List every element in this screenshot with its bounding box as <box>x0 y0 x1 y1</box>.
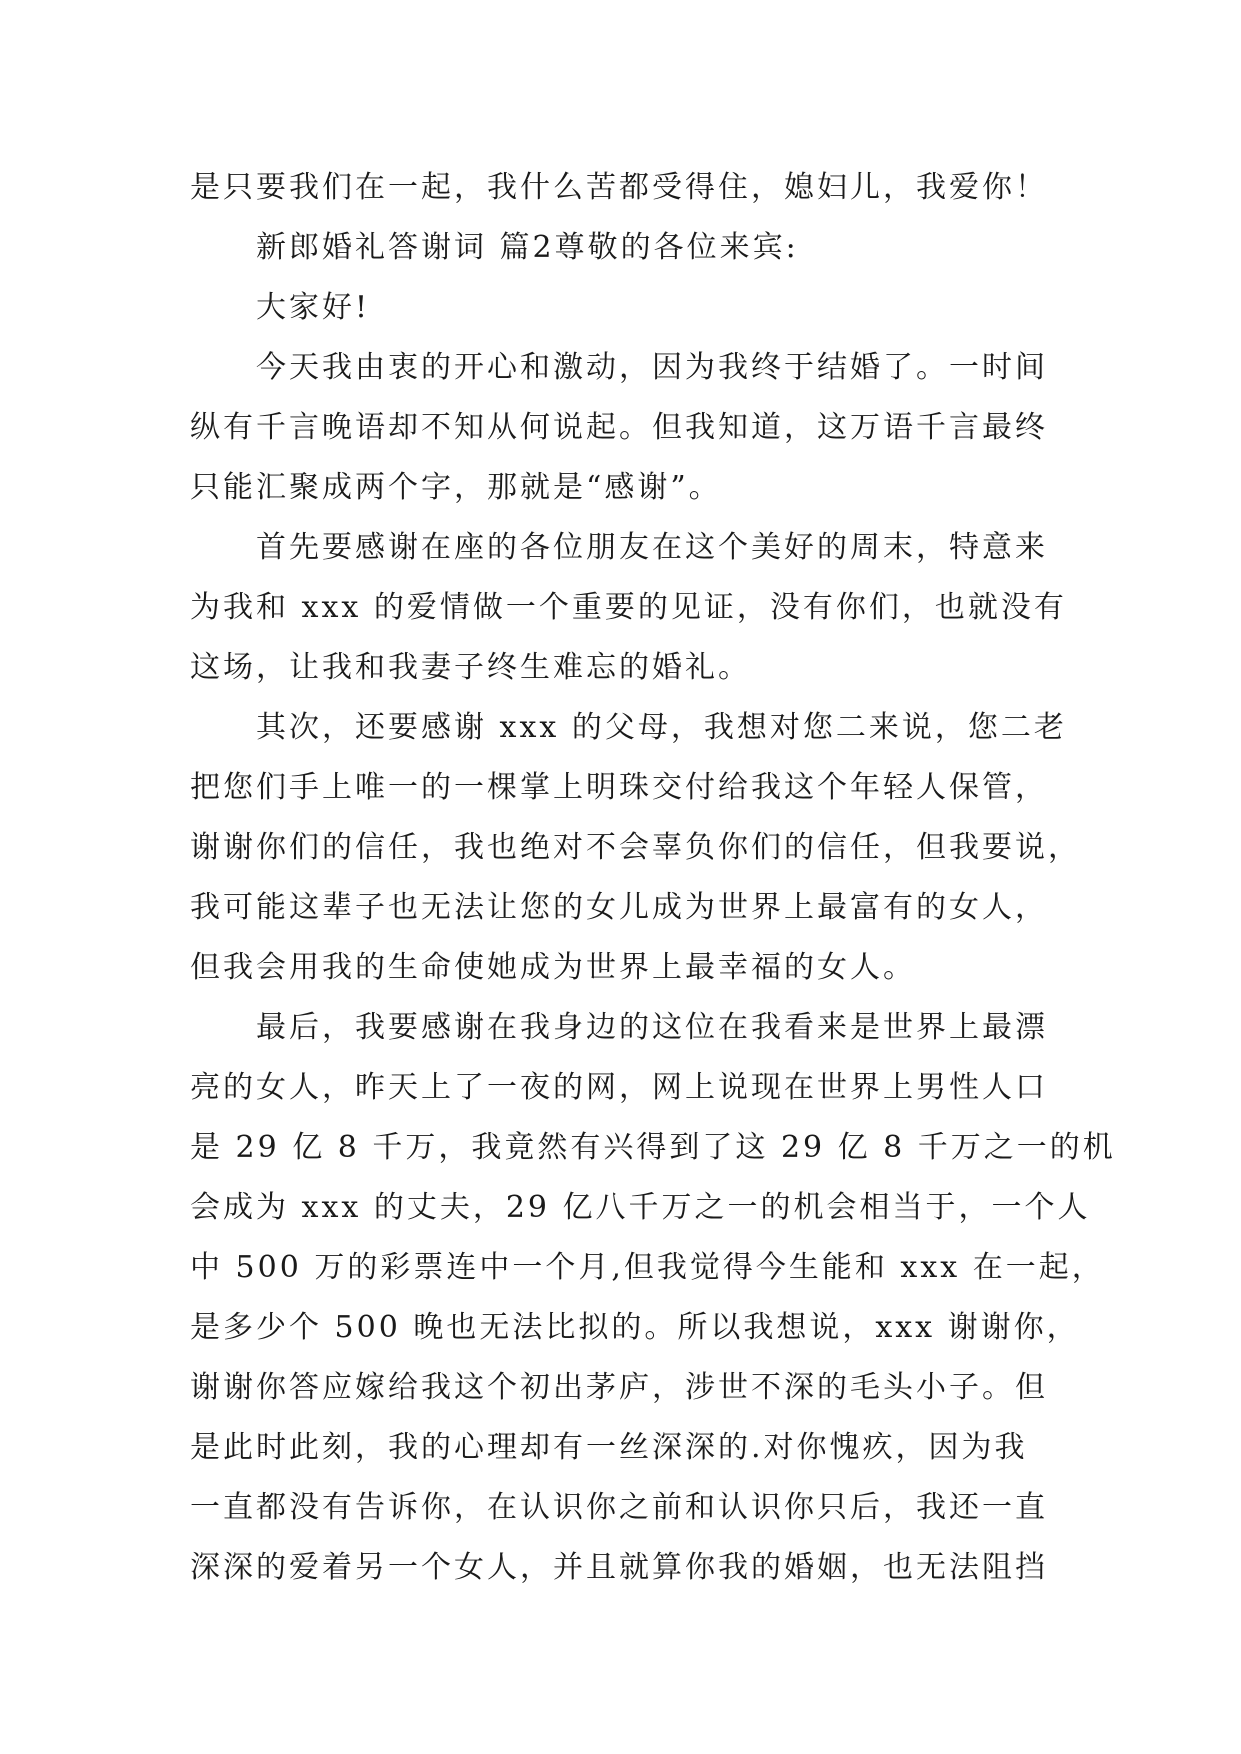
body-text <box>190 158 1116 1598</box>
text-line: 是此时此刻，我的心理却有一丝深深的.对你愧疚，因为我 <box>190 1430 1028 1465</box>
text-line: 谢谢你们的信任，我也绝对不会辜负你们的信任，但我要说， <box>190 830 1081 865</box>
text-line: 最后，我要感谢在我身边的这位在我看来是世界上最漂 <box>256 1010 1048 1045</box>
text-line: 新郎婚礼答谢词 篇2尊敬的各位来宾: <box>256 230 799 265</box>
text-line: 深深的爱着另一个女人，并且就算你我的婚姻，也无法阻挡 <box>190 1550 1048 1585</box>
text-line: 亮的女人，昨天上了一夜的网，网上说现在世界上男性人口 <box>190 1070 1048 1105</box>
text-line: 今天我由衷的开心和激动，因为我终于结婚了。一时间 <box>256 350 1048 385</box>
text-line: 把您们手上唯一的一棵掌上明珠交付给我这个年轻人保管， <box>190 770 1048 805</box>
text-line: 首先要感谢在座的各位朋友在这个美好的周末，特意来 <box>256 530 1048 565</box>
text-line: 纵有千言晚语却不知从何说起。但我知道，这万语千言最终 <box>190 410 1048 445</box>
text-line: 是 29 亿 8 千万，我竟然有兴得到了这 29 亿 8 千万之一的机 <box>190 1130 1116 1165</box>
text-line: 为我和 xxx 的爱情做一个重要的见证，没有你们，也就没有 <box>190 590 1067 625</box>
text-line: 中 500 万的彩票连中一个月,但我觉得今生能和 xxx 在一起， <box>190 1250 1105 1285</box>
text-line: 这场，让我和我妻子终生难忘的婚礼。 <box>190 650 751 685</box>
text-line: 谢谢你答应嫁给我这个初出茅庐，涉世不深的毛头小子。但 <box>190 1370 1048 1405</box>
text-line: 只能汇聚成两个字，那就是“感谢”。 <box>190 470 722 505</box>
text-line: 是多少个 500 晚也无法比拟的。所以我想说，xxx 谢谢你， <box>190 1310 1080 1345</box>
text-line: 我可能这辈子也无法让您的女儿成为世界上最富有的女人， <box>190 890 1048 925</box>
text-line: 一直都没有告诉你，在认识你之前和认识你只后，我还一直 <box>190 1490 1048 1525</box>
text-line: 大家好! <box>256 290 371 325</box>
text-line: 其次，还要感谢 xxx 的父母，我想对您二来说，您二老 <box>256 710 1067 745</box>
text-line: 是只要我们在一起，我什么苦都受得住，媳妇儿，我爱你！ <box>190 170 1048 205</box>
text-line: 但我会用我的生命使她成为世界上最幸福的女人。 <box>190 950 916 985</box>
text-line: 会成为 xxx 的丈夫，29 亿八千万之一的机会相当于，一个人 <box>190 1190 1091 1225</box>
